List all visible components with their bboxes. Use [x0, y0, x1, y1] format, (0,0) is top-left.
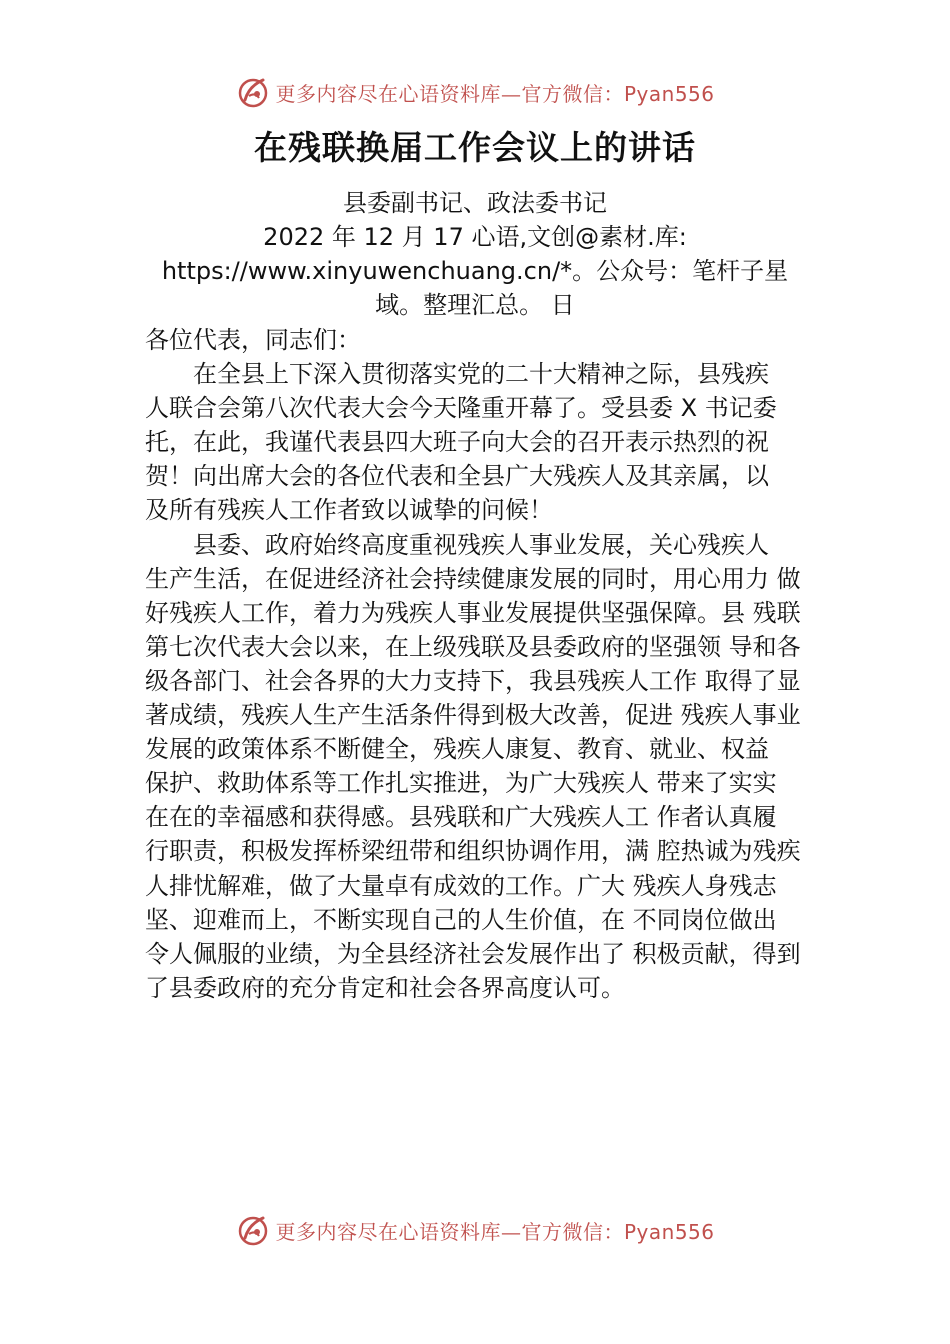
body-line: 各位代表，同志们：	[145, 326, 361, 354]
body-line: 在在的幸福感和获得感。县残联和广大残疾人工 作者认真履	[145, 803, 777, 832]
body-line: 第七次代表大会以来，在上级残联及县委政府的坚强领 导和各	[145, 632, 801, 661]
banner-message: 更多内容尽在心语资料库—官方微信：	[275, 81, 624, 106]
wechat-id: Pyan556	[623, 81, 715, 106]
body-line: 了县委政府的充分肯定和社会各界高度认可。	[145, 973, 625, 1002]
body-line: 人排忧解难，做了大量卓有成效的工作。广大 残疾人身残志	[145, 871, 777, 900]
speech-body	[145, 323, 835, 1005]
body-line: 贺！向出席大会的各位代表和全县广大残疾人及其亲属，以	[145, 462, 769, 491]
byline-line: 2022 年 12 月 17 心语,文创@素材.库:	[263, 223, 687, 251]
body-line: 著成绩，残疾人生产生活条件得到极大改善，促进 残疾人事业	[145, 701, 801, 730]
byline-line: 域。整理汇总。 日	[375, 291, 575, 319]
body-line: 好残疾人工作，着力为残疾人事业发展提供坚强保障。县 残联	[145, 598, 801, 627]
byline-line: https://www.xinyuwenchuang.cn/*。公众号：笔杆子星	[161, 257, 789, 285]
body-line: 坚、迎难而上，不断实现自己的人生价值，在 不同岗位做出	[145, 905, 777, 934]
body-line: 人联合会第八次代表大会今天隆重开幕了。受县委 X 书记委	[145, 394, 777, 423]
header-banner	[0, 72, 950, 112]
body-line: 行职责，积极发挥桥梁纽带和组织协调作用，满 腔热诚为残疾	[145, 837, 801, 866]
body-line: 生产生活，在促进经济社会持续健康发展的同时，用心用力 做	[145, 564, 801, 593]
body-line: 令人佩服的业绩，为全县经济社会发展作出了 积极贡献，得到	[145, 939, 801, 968]
body-line: 县委、政府始终高度重视残疾人事业发展，关心残疾人	[145, 530, 769, 559]
brand-logo-icon	[235, 1212, 271, 1248]
banner-message: 更多内容尽在心语资料库—官方微信：	[275, 1219, 624, 1244]
body-line: 及所有残疾人工作者致以诚挚的问候！	[145, 496, 553, 525]
banner-text	[275, 1216, 714, 1245]
body-line: 保护、救助体系等工作扎实推进，为广大残疾人 带来了实实	[145, 769, 777, 798]
footer-banner	[0, 1210, 950, 1250]
wechat-id: Pyan556	[623, 1219, 715, 1244]
brand-logo-icon	[235, 74, 271, 110]
byline	[145, 186, 805, 322]
banner-text	[275, 78, 714, 107]
body-line: 级各部门、社会各界的大力支持下，我县残疾人工作 取得了显	[145, 666, 801, 695]
body-line: 发展的政策体系不断健全，残疾人康复、教育、就业、权益	[145, 735, 769, 764]
body-line: 在全县上下深入贯彻落实党的二十大精神之际，县残疾	[145, 360, 769, 389]
document-title: 在残联换届工作会议上的讲话	[254, 128, 696, 167]
byline-line: 县委副书记、政法委书记	[343, 189, 607, 217]
body-line: 托，在此，我谨代表县四大班子向大会的召开表示热烈的祝	[145, 428, 769, 457]
